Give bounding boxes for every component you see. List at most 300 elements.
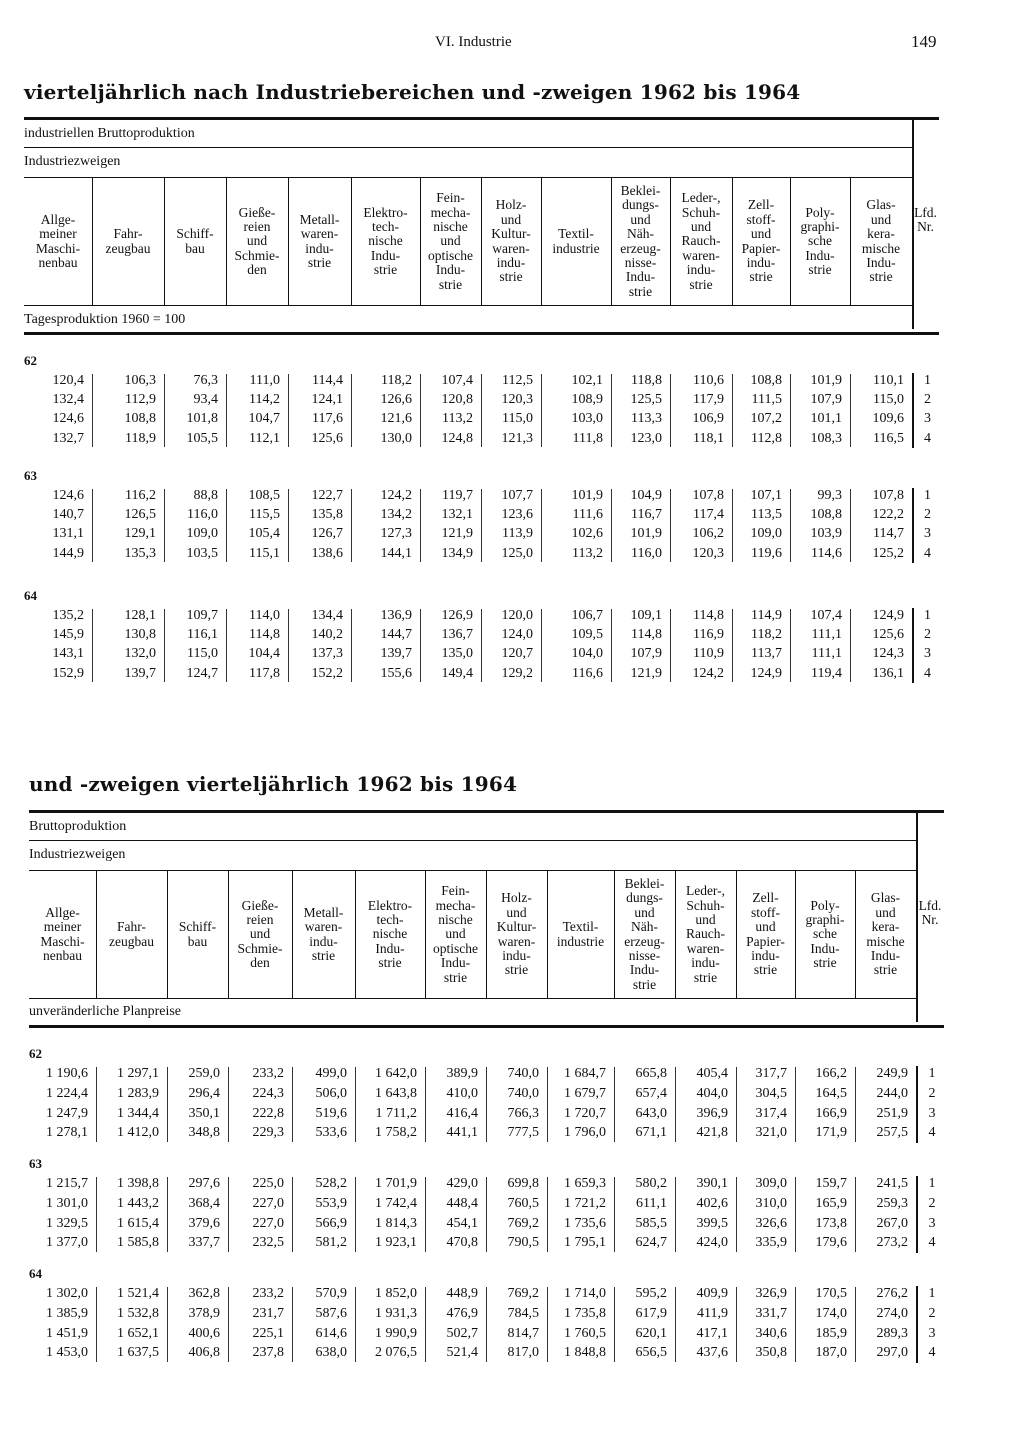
row-number: 4 xyxy=(924,665,931,681)
row-number: 4 xyxy=(928,1345,936,1361)
table-cell: 108,3 xyxy=(810,430,842,446)
table-cell: 104,9 xyxy=(630,488,662,503)
table-cell: 1 684,7 xyxy=(564,1066,606,1081)
table-cell: 441,1 xyxy=(446,1125,478,1141)
table-cell: 126,6 xyxy=(380,392,412,408)
table-cell: 297,6 xyxy=(188,1176,220,1191)
table-cell: 117,8 xyxy=(249,665,280,681)
table-cell: 331,7 xyxy=(755,1305,787,1321)
table-cell: 1 758,2 xyxy=(375,1125,417,1141)
table-cell: 237,8 xyxy=(252,1345,284,1361)
table-cell: 120,3 xyxy=(692,545,724,561)
table-cell: 113,2 xyxy=(572,545,603,561)
table-cell: 121,9 xyxy=(630,665,662,681)
table-cell: 114,9 xyxy=(751,608,782,623)
table-cell: 132,0 xyxy=(124,646,156,662)
table-cell: 296,4 xyxy=(188,1085,220,1101)
table-cell: 111,1 xyxy=(811,646,842,662)
table-cell: 1 679,7 xyxy=(564,1085,606,1101)
table-cell: 113,9 xyxy=(502,526,533,542)
table-cell: 179,6 xyxy=(815,1235,847,1251)
row-number: 4 xyxy=(928,1125,936,1141)
table-cell: 416,4 xyxy=(446,1105,478,1121)
table-cell: 378,9 xyxy=(188,1305,220,1321)
table-cell: 109,1 xyxy=(630,608,662,623)
table-cell: 104,7 xyxy=(248,411,280,427)
column-header: Zell- stoff- und Papier- indu- strie xyxy=(746,890,785,978)
table-cell: 1 848,8 xyxy=(564,1345,606,1361)
table-cell: 120,7 xyxy=(501,646,533,662)
table-cell: 1 283,9 xyxy=(117,1085,159,1101)
table-cell: 139,7 xyxy=(124,665,156,681)
column-header: Metall- waren- indu- strie xyxy=(299,211,340,270)
table-cell: 233,2 xyxy=(252,1066,284,1081)
table-cell: 117,9 xyxy=(693,392,724,408)
row-number: 3 xyxy=(928,1215,936,1231)
table-cell: 107,9 xyxy=(630,646,662,662)
table-cell: 222,8 xyxy=(252,1105,284,1121)
row-number: 4 xyxy=(924,545,931,561)
column-header: Metall- waren- indu- strie xyxy=(303,904,344,963)
table-cell: 88,8 xyxy=(193,488,218,503)
column-header: Leder-, Schuh- und Rauch- waren- indu- strie xyxy=(685,883,726,985)
table-cell: 126,7 xyxy=(311,526,343,542)
table-cell: 390,1 xyxy=(696,1176,728,1191)
table-cell: 1 301,0 xyxy=(46,1195,88,1211)
table-cell: 125,6 xyxy=(311,430,343,446)
table-cell: 304,5 xyxy=(755,1085,787,1101)
column-header: Gieße- reien und Schmie- den xyxy=(237,897,283,971)
table-cell: 326,6 xyxy=(755,1215,787,1231)
table-cell: 111,6 xyxy=(572,507,603,523)
table-cell: 113,7 xyxy=(751,646,782,662)
column-header: Zell- stoff- und Papier- indu- strie xyxy=(741,197,781,285)
year-label: 62 xyxy=(29,1046,42,1061)
table-cell: 817,0 xyxy=(507,1345,539,1361)
table-cell: 122,7 xyxy=(311,488,343,503)
table-cell: 1 278,1 xyxy=(46,1125,88,1141)
table-cell: 1 615,4 xyxy=(117,1215,159,1231)
table-cell: 611,1 xyxy=(636,1195,667,1211)
table-cell: 152,9 xyxy=(52,665,84,681)
table-cell: 528,2 xyxy=(315,1176,347,1191)
table-cell: 656,5 xyxy=(635,1345,667,1361)
table-cell: 769,2 xyxy=(507,1286,539,1301)
table-cell: 102,6 xyxy=(571,526,603,542)
row-number: 2 xyxy=(928,1305,936,1321)
table-cell: 119,6 xyxy=(751,545,782,561)
table-subheading: industriellen Bruttoproduktion xyxy=(24,126,195,141)
column-header: Lfd. Nr. xyxy=(914,205,937,235)
table-cell: 144,1 xyxy=(380,545,412,561)
table-cell: 118,2 xyxy=(751,627,782,643)
table-cell: 107,8 xyxy=(872,488,904,503)
year-label: 63 xyxy=(24,468,37,483)
table-cell: 476,9 xyxy=(446,1305,478,1321)
table-cell: 102,1 xyxy=(571,373,603,388)
table-cell: 379,6 xyxy=(188,1215,220,1231)
table-cell: 1 451,9 xyxy=(46,1325,88,1341)
table-cell: 107,2 xyxy=(750,411,782,427)
table-cell: 309,0 xyxy=(755,1176,787,1191)
table-cell: 113,3 xyxy=(631,411,662,427)
table-cell: 389,9 xyxy=(446,1066,478,1081)
table-cell: 134,9 xyxy=(441,545,473,561)
table-cell: 1 247,9 xyxy=(46,1105,88,1121)
table-cell: 699,8 xyxy=(507,1176,539,1191)
table-cell: 118,9 xyxy=(125,430,156,446)
table-cell: 106,9 xyxy=(692,411,724,427)
column-header: Poly- graphi- sche Indu- strie xyxy=(800,204,840,278)
table-cell: 132,1 xyxy=(441,507,473,523)
table-cell: 112,5 xyxy=(502,373,533,388)
table-cell: 760,5 xyxy=(507,1195,539,1211)
column-header: Textil- industrie xyxy=(556,919,605,949)
table-cell: 149,4 xyxy=(441,665,473,681)
row-number: 1 xyxy=(928,1286,936,1301)
table-cell: 1 720,7 xyxy=(564,1105,606,1121)
table-cell: 106,3 xyxy=(124,373,156,388)
table-cell: 1 453,0 xyxy=(46,1345,88,1361)
table-cell: 108,8 xyxy=(124,411,156,427)
table-cell: 111,0 xyxy=(249,373,280,388)
table-cell: 624,7 xyxy=(635,1235,667,1251)
table-cell: 144,7 xyxy=(380,627,412,643)
table-cell: 134,2 xyxy=(380,507,412,523)
table-cell: 1 344,4 xyxy=(117,1105,159,1121)
table-cell: 185,9 xyxy=(815,1325,847,1341)
table-cell: 111,5 xyxy=(751,392,782,408)
row-number: 2 xyxy=(924,627,931,643)
table-cell: 120,4 xyxy=(52,373,84,388)
table-title: und -zweigen vierteljährlich 1962 bis 1964 xyxy=(29,772,518,796)
table-cell: 1 760,5 xyxy=(564,1325,606,1341)
table-cell: 132,7 xyxy=(52,430,84,446)
table-cell: 116,7 xyxy=(631,507,662,523)
table-cell: 1 297,1 xyxy=(117,1066,159,1081)
table-cell: 108,8 xyxy=(810,507,842,523)
table-cell: 116,6 xyxy=(572,665,603,681)
table-cell: 124,7 xyxy=(186,665,218,681)
row-number: 4 xyxy=(924,430,931,446)
table-cell: 124,6 xyxy=(52,411,84,427)
table-cell: 643,0 xyxy=(635,1105,667,1121)
table-cell: 350,8 xyxy=(755,1345,787,1361)
column-header: Textil- industrie xyxy=(552,226,600,256)
table-cell: 121,6 xyxy=(380,411,412,427)
table-cell: 470,8 xyxy=(446,1235,478,1251)
row-number: 1 xyxy=(928,1176,936,1191)
table-cell: 1 637,5 xyxy=(117,1345,159,1361)
table-cell: 113,5 xyxy=(751,507,782,523)
row-number: 1 xyxy=(924,608,931,623)
table-cell: 113,2 xyxy=(442,411,473,427)
row-number: 3 xyxy=(924,411,931,427)
table-cell: 406,8 xyxy=(188,1345,220,1361)
table-cell: 155,6 xyxy=(380,665,412,681)
table-cell: 671,1 xyxy=(635,1125,667,1141)
table-cell: 115,0 xyxy=(502,411,533,427)
table-cell: 125,0 xyxy=(501,545,533,561)
table-cell: 1 735,6 xyxy=(564,1215,606,1231)
table-cell: 112,8 xyxy=(751,430,782,446)
table-cell: 114,8 xyxy=(249,627,280,643)
table-subheading: Bruttoproduktion xyxy=(29,819,127,834)
table-cell: 134,4 xyxy=(311,608,343,623)
table-cell: 124,9 xyxy=(872,608,904,623)
table-cell: 140,2 xyxy=(311,627,343,643)
table-cell: 107,7 xyxy=(501,488,533,503)
table-cell: 130,0 xyxy=(380,430,412,446)
section-title: VI. Industrie xyxy=(435,34,512,50)
table-cell: 1 701,9 xyxy=(375,1176,417,1191)
table-cell: 1 443,2 xyxy=(117,1195,159,1211)
table-cell: 321,0 xyxy=(755,1125,787,1141)
column-header: Schiff- bau xyxy=(176,226,214,256)
table-cell: 1 532,8 xyxy=(117,1305,159,1321)
table-cell: 326,9 xyxy=(755,1286,787,1301)
table-cell: 115,0 xyxy=(873,392,904,408)
table-cell: 101,1 xyxy=(810,411,842,427)
column-header: Holz- und Kultur- waren- indu- strie xyxy=(496,890,537,978)
table-cell: 519,6 xyxy=(315,1105,347,1121)
table-cell: 1 385,9 xyxy=(46,1305,88,1321)
table-cell: 108,8 xyxy=(750,373,782,388)
column-header: Schiff- bau xyxy=(178,919,217,949)
table-cell: 115,1 xyxy=(249,545,280,561)
table-cell: 138,6 xyxy=(311,545,343,561)
table-cell: 1 398,8 xyxy=(117,1176,159,1191)
table-cell: 124,3 xyxy=(872,646,904,662)
table-cell: 132,4 xyxy=(52,392,84,408)
column-header: Allge- meiner Maschi- nenbau xyxy=(35,211,81,270)
table-cell: 1 521,4 xyxy=(117,1286,159,1301)
table-cell: 174,0 xyxy=(815,1305,847,1321)
table-cell: 337,7 xyxy=(188,1235,220,1251)
table-cell: 135,0 xyxy=(441,646,473,662)
table-cell: 617,9 xyxy=(635,1305,667,1321)
table-cell: 1 711,2 xyxy=(375,1105,417,1121)
table-cell: 227,0 xyxy=(252,1195,284,1211)
table-cell: 124,8 xyxy=(441,430,473,446)
table-cell: 2 076,5 xyxy=(375,1345,417,1361)
table-cell: 137,3 xyxy=(311,646,343,662)
table-cell: 107,9 xyxy=(810,392,842,408)
table-cell: 1 585,8 xyxy=(117,1235,159,1251)
column-header: Fahr- zeugbau xyxy=(105,226,151,256)
table-cell: 109,7 xyxy=(186,608,218,623)
table-cell: 152,2 xyxy=(311,665,343,681)
row-number: 2 xyxy=(928,1085,936,1101)
table-cell: 166,2 xyxy=(815,1066,847,1081)
row-number: 4 xyxy=(928,1235,936,1251)
table-cell: 101,9 xyxy=(630,526,662,542)
table-cell: 159,7 xyxy=(815,1176,847,1191)
table-cell: 1 377,0 xyxy=(46,1235,88,1251)
table-cell: 101,9 xyxy=(571,488,603,503)
table-cell: 1 852,0 xyxy=(375,1286,417,1301)
table-cell: 107,8 xyxy=(692,488,724,503)
table-cell: 249,9 xyxy=(876,1066,908,1081)
table-cell: 117,4 xyxy=(693,507,724,523)
table-cell: 1 931,3 xyxy=(375,1305,417,1321)
table-cell: 135,8 xyxy=(311,507,343,523)
table-cell: 404,0 xyxy=(696,1085,728,1101)
row-number: 3 xyxy=(924,526,931,542)
year-label: 63 xyxy=(29,1156,42,1171)
table-cell: 116,5 xyxy=(873,430,904,446)
table-cell: 109,5 xyxy=(571,627,603,643)
table-cell: 267,0 xyxy=(876,1215,908,1231)
table-unit: Tagesproduktion 1960 = 100 xyxy=(24,312,186,327)
table-cell: 130,8 xyxy=(124,627,156,643)
table-cell: 317,7 xyxy=(755,1066,787,1081)
table-cell: 107,1 xyxy=(750,488,782,503)
table-cell: 125,6 xyxy=(872,627,904,643)
table-cell: 399,5 xyxy=(696,1215,728,1231)
table-cell: 76,3 xyxy=(193,373,218,388)
table-cell: 111,1 xyxy=(811,627,842,643)
column-header: Lfd. Nr. xyxy=(918,898,942,928)
table-cell: 769,2 xyxy=(507,1215,539,1231)
table-cell: 424,0 xyxy=(696,1235,728,1251)
table-cell: 581,2 xyxy=(315,1235,347,1251)
column-header: Elektro- tech- nische Indu- strie xyxy=(367,897,413,971)
table-cell: 257,5 xyxy=(876,1125,908,1141)
table-cell: 103,5 xyxy=(186,545,218,561)
table-cell: 171,9 xyxy=(815,1125,847,1141)
table-cell: 126,9 xyxy=(441,608,473,623)
table-cell: 396,9 xyxy=(696,1105,728,1121)
table-cell: 1 659,3 xyxy=(564,1176,606,1191)
table-cell: 119,7 xyxy=(442,488,473,503)
table-cell: 437,6 xyxy=(696,1345,728,1361)
table-cell: 114,8 xyxy=(631,627,662,643)
table-cell: 241,5 xyxy=(876,1176,908,1191)
table-cell: 136,7 xyxy=(441,627,473,643)
table-cell: 108,9 xyxy=(571,392,603,408)
table-cell: 104,4 xyxy=(248,646,280,662)
table-cell: 124,0 xyxy=(501,627,533,643)
table-cell: 348,8 xyxy=(188,1125,220,1141)
column-header: Gieße- reien und Schmie- den xyxy=(234,204,280,278)
table-cell: 110,9 xyxy=(693,646,724,662)
row-number: 3 xyxy=(924,646,931,662)
table-cell: 120,0 xyxy=(501,608,533,623)
table-cell: 127,3 xyxy=(380,526,412,542)
table-cell: 411,9 xyxy=(697,1305,728,1321)
table-cell: 1 714,0 xyxy=(564,1286,606,1301)
table-cell: 121,9 xyxy=(441,526,473,542)
table-title: vierteljährlich nach Industriebereichen und -zweigen 1962 bis 1964 xyxy=(24,80,801,104)
table-cell: 454,1 xyxy=(446,1215,478,1231)
table-cell: 251,9 xyxy=(876,1105,908,1121)
table-cell: 1 215,7 xyxy=(46,1176,88,1191)
table-cell: 740,0 xyxy=(507,1085,539,1101)
table-cell: 1 721,2 xyxy=(564,1195,606,1211)
row-number: 1 xyxy=(924,373,931,388)
table-cell: 665,8 xyxy=(635,1066,667,1081)
table-cell: 122,2 xyxy=(872,507,904,523)
table-cell: 104,0 xyxy=(571,646,603,662)
table-cell: 116,9 xyxy=(693,627,724,643)
table-cell: 429,0 xyxy=(446,1176,478,1191)
table-cell: 123,6 xyxy=(501,507,533,523)
table-cell: 1 796,0 xyxy=(564,1125,606,1141)
table-cell: 274,0 xyxy=(876,1305,908,1321)
year-label: 64 xyxy=(29,1266,42,1281)
table-cell: 585,5 xyxy=(635,1215,667,1231)
table-cell: 109,6 xyxy=(872,411,904,427)
table-cell: 187,0 xyxy=(815,1345,847,1361)
table-cell: 103,9 xyxy=(810,526,842,542)
table-cell: 121,3 xyxy=(501,430,533,446)
table-cell: 124,6 xyxy=(52,488,84,503)
table-cell: 109,0 xyxy=(186,526,218,542)
table-cell: 128,1 xyxy=(124,608,156,623)
row-number: 1 xyxy=(924,488,931,503)
table-cell: 521,4 xyxy=(446,1345,478,1361)
table-cell: 114,0 xyxy=(249,608,280,623)
table-subheading: Industriezweigen xyxy=(24,154,121,169)
table-cell: 114,2 xyxy=(249,392,280,408)
table-cell: 1 795,1 xyxy=(564,1235,606,1251)
table-cell: 145,9 xyxy=(52,627,84,643)
table-cell: 117,6 xyxy=(312,411,343,427)
table-cell: 1 302,0 xyxy=(46,1286,88,1301)
table-cell: 1 643,8 xyxy=(375,1085,417,1101)
table-cell: 417,1 xyxy=(696,1325,728,1341)
row-number: 3 xyxy=(928,1325,936,1341)
column-header: Elektro- tech- nische Indu- strie xyxy=(363,204,408,278)
table-cell: 362,8 xyxy=(188,1286,220,1301)
table-cell: 340,6 xyxy=(755,1325,787,1341)
column-header: Glas- und kera- mische Indu- strie xyxy=(866,890,905,978)
table-cell: 766,3 xyxy=(507,1105,539,1121)
table-cell: 814,7 xyxy=(507,1325,539,1341)
table-cell: 409,9 xyxy=(696,1286,728,1301)
table-cell: 170,5 xyxy=(815,1286,847,1301)
table-cell: 112,1 xyxy=(249,430,280,446)
table-cell: 114,4 xyxy=(312,373,343,388)
table-cell: 1 742,4 xyxy=(375,1195,417,1211)
table-cell: 101,9 xyxy=(810,373,842,388)
column-header: Leder-, Schuh- und Rauch- waren- indu- strie xyxy=(681,190,721,292)
table-cell: 124,1 xyxy=(311,392,343,408)
table-cell: 1 923,1 xyxy=(375,1235,417,1251)
table-cell: 116,2 xyxy=(125,488,156,503)
table-cell: 135,3 xyxy=(124,545,156,561)
table-cell: 259,0 xyxy=(188,1066,220,1081)
table-cell: 570,9 xyxy=(315,1286,347,1301)
table-cell: 120,3 xyxy=(501,392,533,408)
table-cell: 119,4 xyxy=(811,665,842,681)
table-cell: 173,8 xyxy=(815,1215,847,1231)
table-cell: 143,1 xyxy=(52,646,84,662)
table-cell: 1 990,9 xyxy=(375,1325,417,1341)
table-cell: 129,2 xyxy=(501,665,533,681)
row-number: 2 xyxy=(924,507,931,523)
table-cell: 114,7 xyxy=(873,526,904,542)
table-cell: 225,0 xyxy=(252,1176,284,1191)
table-cell: 244,0 xyxy=(876,1085,908,1101)
table-cell: 136,1 xyxy=(872,665,904,681)
table-cell: 139,7 xyxy=(380,646,412,662)
table-cell: 273,2 xyxy=(876,1235,908,1251)
table-cell: 124,9 xyxy=(750,665,782,681)
table-cell: 101,8 xyxy=(186,411,218,427)
table-cell: 499,0 xyxy=(315,1066,347,1081)
